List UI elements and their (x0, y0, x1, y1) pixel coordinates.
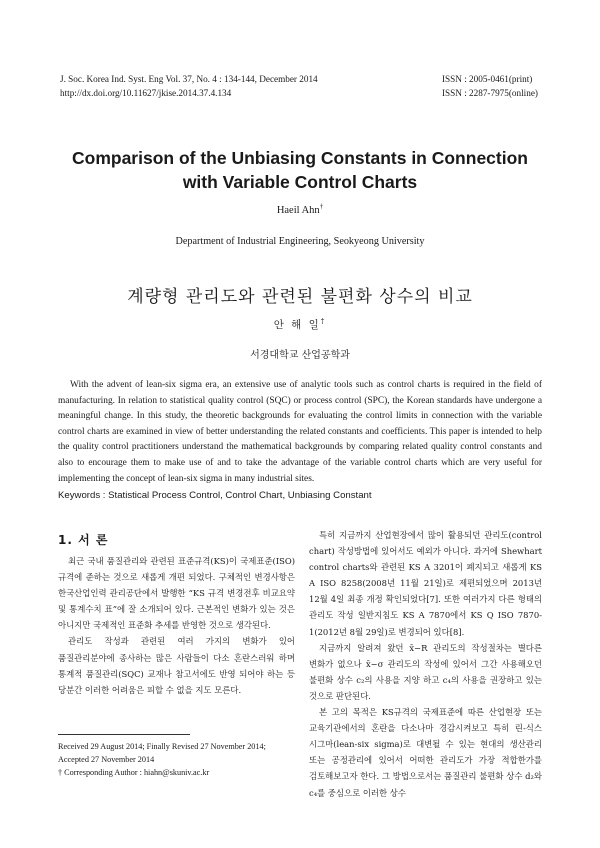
journal-header (60, 72, 318, 100)
paragraph: 특히 지금까지 산업현장에서 많이 활용되던 관리도(control chart) 작성방법에 있어서도 예외가 아니다. 과거에 Shewhart control charts와 관련된 KS A 3201이 폐지되고 새롭게 KS A ISO 8258(2008년 11월 21일)로 제편되었으며 2013년 12월 4일 최종 개정 확인되었다[7]. 또한 여러가지 다른 형태의 관리도 작성 일반지침도 KS A 7870에서 KS Q ISO 7870-1(2012년 8월 29일)로 변경되어 있다[8]. (309, 530, 542, 637)
doi-link[interactable]: http://dx.doi.org/10.11627/jkise.2014.37.4.134 (60, 88, 232, 98)
paragraph: 최근 국내 품질관리와 관련된 표준규격(KS)이 국제표준(ISO)규격에 준하는 것으로 새롭게 개편 되었다. 구체적인 변경사항은 한국산업인력 관리공단에서 발행한 “KS 규격 변경전후 비교요약 및 통계수치 표”에 잘 소개되어 있다. 근본적인 변화가 있는 것은 아니지만 국제적인 표준화 추세를 반영한 것으로 생각된다. (58, 556, 295, 631)
paragraph: 본 고의 목적은 KS규격의 국제표준에 따른 산업현장 또는 교육기관에서의 혼란을 다소나마 경감시켜보고 특히 린-식스 시그마(lean-six sigma)로 대변될 수 있는 현대의 생산관리 또는 공정관리에 있어서 어떠한 관리도가 가장 적합한가를 검토해보고자 한다. 그 방법으로서는 품질관리 불편화 상수 d₂와 c₄를 중심으로 이러한 상수 (309, 707, 542, 798)
accepted-date: Accepted 27 November 2014 (58, 755, 155, 764)
keywords-label: Keywords (58, 490, 101, 501)
title-line-1: Comparison of the Unbiasing Constants in Connection (72, 148, 528, 168)
corresponding-author: † Corresponding Author : hiahn@skuniv.ac.kr (58, 768, 210, 777)
author-name-ko: 안 해 일 (273, 319, 321, 331)
corresponding-mark-ko: † (320, 317, 327, 326)
paper-title-en (0, 146, 600, 194)
author-ko (0, 317, 600, 332)
title-line-2: with Variable Control Charts (182, 172, 418, 192)
abstract: With the advent of lean-six sigma era, an extensive use of analytic tools such as control charts is required in the field of manufacturing. In relation to statistical quality control (SQC) or process control (SPC), the Korean standards have undergone a meaningful change. In this study, the theoretic backgrounds for evaluating the control limits in connection with the variable control charts are examined in view of better understanding the related constants and coefficients. This paper is intended to help the quality control practitioners understand the mathematical backgrounds by comparing related quality control constants and also to encourage them to make use of and to take the advantage of the variable control charts which are very useful for implementing the concept of lean-six sigma in many industrial sites. (58, 380, 542, 484)
footnote-divider (58, 734, 190, 735)
author-en (0, 202, 600, 216)
received-date: Received 29 August 2014; Finally Revised 27 November 2014; (58, 742, 266, 751)
keywords-text: Statistical Process Control, Control Chart, Unbiasing Constant (108, 490, 372, 501)
corresponding-mark: † (319, 202, 324, 211)
body-column-left (58, 553, 295, 698)
footnotes (58, 740, 298, 779)
paragraph: 지금까지 알려져 왔던 x̄−R 관리도의 작성절차는 별다른 변화가 없으나 x̄−σ 관리도의 작성에 있어서 그간 사용해오던 불편화 상수 c₂의 사용을 지양 하고 c₄의 사용을 권장하고 있는 것으로 판단된다. (309, 642, 542, 701)
author-name-en: Haeil Ahn (276, 205, 320, 216)
issn-print: ISSN : 2005-0461(print) (442, 74, 533, 84)
paragraph: 관리도 작성과 관련된 여러 가지의 변화가 있어 품질관리분야에 종사하는 많은 사람들이 다소 혼란스러워 하며 통계적 품질관리(SQC) 교재나 참고서에도 반영 되어야 하는 등 당분간 이러한 어려움은 피할 수 없을 지도 모른다. (58, 636, 295, 695)
issn-online: ISSN : 2287-7975(online) (442, 88, 538, 98)
journal-citation: J. Soc. Korea Ind. Syst. Eng Vol. 37, No. 4 : 134-144, December 2014 (60, 74, 318, 84)
section-heading-introduction: 1. 서 론 (58, 533, 109, 547)
paper-title-ko: 계량형 관리도와 관련된 불편화 상수의 비교 (127, 287, 473, 307)
keywords: Keywords : Statistical Process Control, Control Chart, Unbiasing Constant (58, 490, 372, 501)
affiliation-en: Department of Industrial Engineering, Seokyeong University (175, 236, 425, 247)
affiliation-ko: 서경대학교 산업공학과 (250, 350, 350, 361)
body-column-right (309, 527, 542, 801)
issn-block (442, 72, 538, 100)
